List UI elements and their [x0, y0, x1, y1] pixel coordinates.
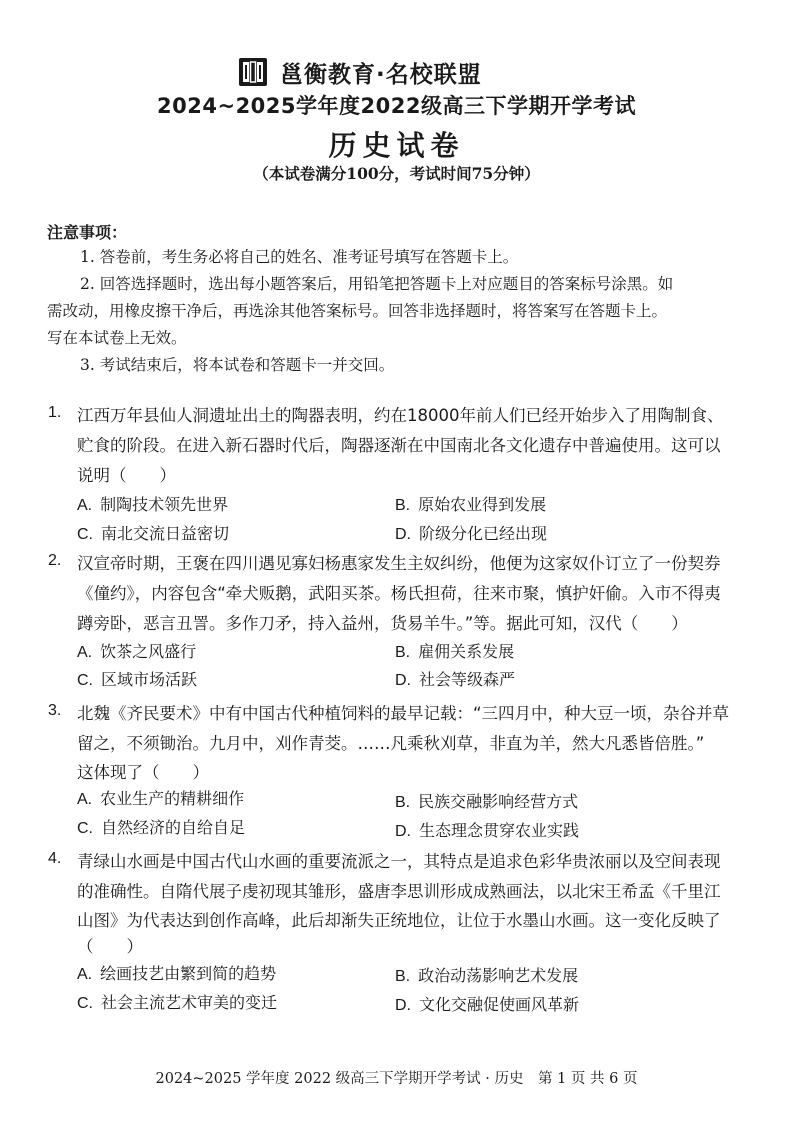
question-3-option-a: A. 农业生产的精耕细作: [77, 789, 245, 808]
exam-title: 2024~2025学年度2022级高三下学期开学考试: [157, 94, 636, 118]
note-item-2-line-3: 写在本试卷上无效。: [47, 329, 187, 347]
question-2-line-2: 《僮约》，内容包含“牵犬贩鹅，武阳买茶。杨氏担荷，往来市聚，慎护奸偷。入市不得夷: [77, 584, 721, 603]
question-4-option-c: C. 社会主流艺术审美的变迁: [77, 993, 278, 1012]
question-1-line-1: 江西万年县仙人洞遗址出土的陶器表明，约在18000年前人们已经开始步入了用陶制食、: [77, 406, 724, 425]
question-2-line-1: 汉宣帝时期，王褒在四川遇见寡妇杨惠家发生主奴纠纷，他便为这家奴仆订立了一份契券: [77, 554, 721, 573]
question-1-option-c: C. 南北交流日益密切: [77, 524, 230, 543]
note-item-2-line-2: 需改动，用橡皮擦干净后，再选涂其他答案标号。回答非选择题时，将答案写在答题卡上。: [47, 302, 668, 320]
question-3-option-b: B. 民族交融影响经营方式: [395, 792, 579, 811]
question-1-option-d: D. 阶级分化已经出现: [395, 524, 548, 543]
question-4-option-d: D. 文化交融促使画风革新: [395, 995, 580, 1014]
question-1-line-2: 贮食的阶段。在进入新石器时代后，陶器逐渐在中国南北各文化遗存中普遍使用。这可以: [77, 436, 721, 455]
question-4-line-2: 的准确性。自隋代展子虔初现其雏形，盛唐李思训形成成熟画法，以北宋王希孟《千里江: [77, 882, 721, 901]
question-4-option-b: B. 政治动荡影响艺术发展: [395, 966, 579, 985]
note-item-3: 3. 考试结束后，将本试卷和答题卡一并交回。: [80, 356, 395, 374]
question-3-option-c: C. 自然经济的自给自足: [77, 818, 246, 837]
question-4-option-a: A. 绘画技艺由繁到简的趋势: [77, 964, 277, 983]
paper-title: 历史试卷: [328, 129, 465, 162]
question-3-line-3: 这体现了（ ）: [77, 763, 209, 782]
page-footer: 2024~2025 学年度 2022 级高三下学期开学考试 · 历史 第 1 页 共 6 页: [155, 1071, 638, 1087]
question-2-option-a: A. 饮茶之风盛行: [77, 642, 197, 661]
note-item-2-line-1: 2. 回答选择题时，选出每小题答案后，用铅笔把答题卡上对应题目的答案标号涂黑。如: [80, 275, 674, 293]
brand-header: [238, 54, 482, 90]
question-1-line-3: 说明（ ）: [77, 466, 176, 485]
question-3-line-2: 留之，不须锄治。九月中，刈作青茭。……凡乘秋刈草，非直为羊，然大凡悉皆倍胜。”: [77, 734, 705, 753]
question-3-number: 3.: [48, 702, 62, 719]
question-2-number: 2.: [48, 552, 62, 569]
question-1-number: 1.: [48, 404, 62, 421]
question-2-line-3: 蹲旁卧，恶言丑詈。多作刀矛，持入益州，货易羊牛。”等。据此可知，汉代（ ）: [77, 614, 688, 633]
question-4-line-3: 山图》为代表达到创作高峰，此后却渐失正统地位，让位于水墨山水画。这一变化反映了: [77, 911, 721, 930]
question-3-line-1: 北魏《齐民要术》中有中国古代种植饲料的最早记载：“三四月中，种大豆一顷，杂谷并草: [77, 704, 730, 723]
question-2-option-c: C. 区域市场活跃: [77, 670, 198, 689]
exam-info: （本试卷满分100分，考试时间75分钟）: [253, 164, 540, 183]
alliance-logo-icon: [238, 57, 268, 87]
question-4-number: 4.: [48, 850, 62, 867]
brand-name: 邕衡教育·名校联盟: [280, 61, 482, 88]
question-4-line-4: （ ）: [77, 937, 143, 956]
question-2-option-b: B. 雇佣关系发展: [395, 642, 515, 661]
question-2-option-d: D. 社会等级森严: [395, 670, 516, 689]
question-4-line-1: 青绿山水画是中国古代山水画的重要流派之一，其特点是追求色彩华贵浓丽以及空间表现: [77, 852, 721, 871]
note-item-1: 1. 答卷前，考生务必将自己的姓名、准考证号填写在答题卡上。: [80, 248, 519, 266]
notes-heading: 注意事项：: [47, 223, 128, 242]
question-1-option-a: A. 制陶技术领先世界: [77, 495, 229, 514]
question-3-option-d: D. 生态理念贯穿农业实践: [395, 821, 580, 840]
question-1-option-b: B. 原始农业得到发展: [395, 495, 547, 514]
